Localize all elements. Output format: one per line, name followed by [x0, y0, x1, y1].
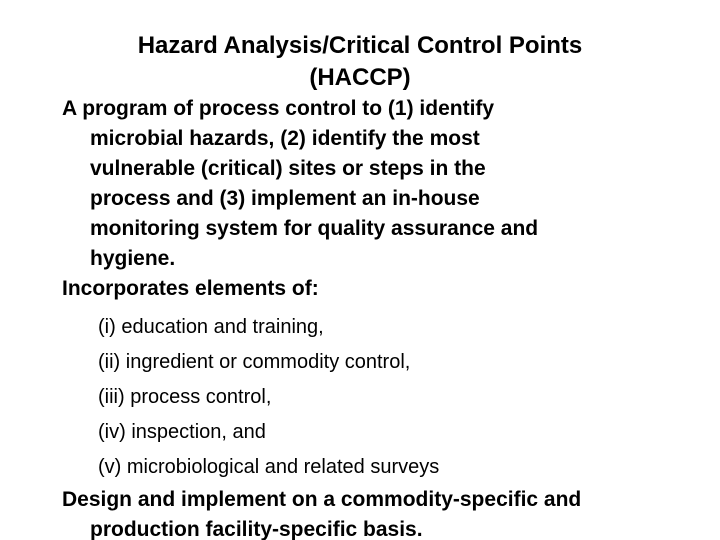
list-item: (ii) ingredient or commodity control,	[98, 351, 411, 373]
list-item: (iii) process control,	[98, 386, 272, 408]
elements-list	[62, 310, 702, 485]
slide-title	[0, 30, 720, 94]
incorporates-heading-text: Incorporates elements of:	[62, 277, 319, 300]
design-statement-line: Design and implement on a commodity-specific and	[62, 488, 582, 511]
program-description-line: vulnerable (critical) sites or steps in the	[90, 157, 486, 180]
incorporates-heading	[62, 274, 702, 304]
program-description-line: monitoring system for quality assurance and	[90, 217, 539, 240]
program-description-line: hygiene.	[90, 247, 176, 270]
title-line-1: Hazard Analysis/Critical Control Points	[137, 32, 583, 59]
title-line-2: (HACCP)	[309, 64, 411, 91]
program-description-line: process and (3) implement an in‑house	[90, 187, 480, 210]
program-description	[62, 94, 702, 274]
list-item: (v) microbiological and related surveys	[98, 456, 440, 478]
list-item: (i) education and training,	[98, 316, 324, 338]
design-statement-line: production facility-specific basis.	[90, 518, 423, 540]
design-statement	[62, 485, 702, 540]
program-description-line: microbial hazards, (2) identify the most	[90, 127, 480, 150]
program-description-line: A program of process control to (1) identify	[62, 97, 495, 120]
slide-body	[62, 94, 702, 540]
list-item: (iv) inspection, and	[98, 421, 266, 443]
